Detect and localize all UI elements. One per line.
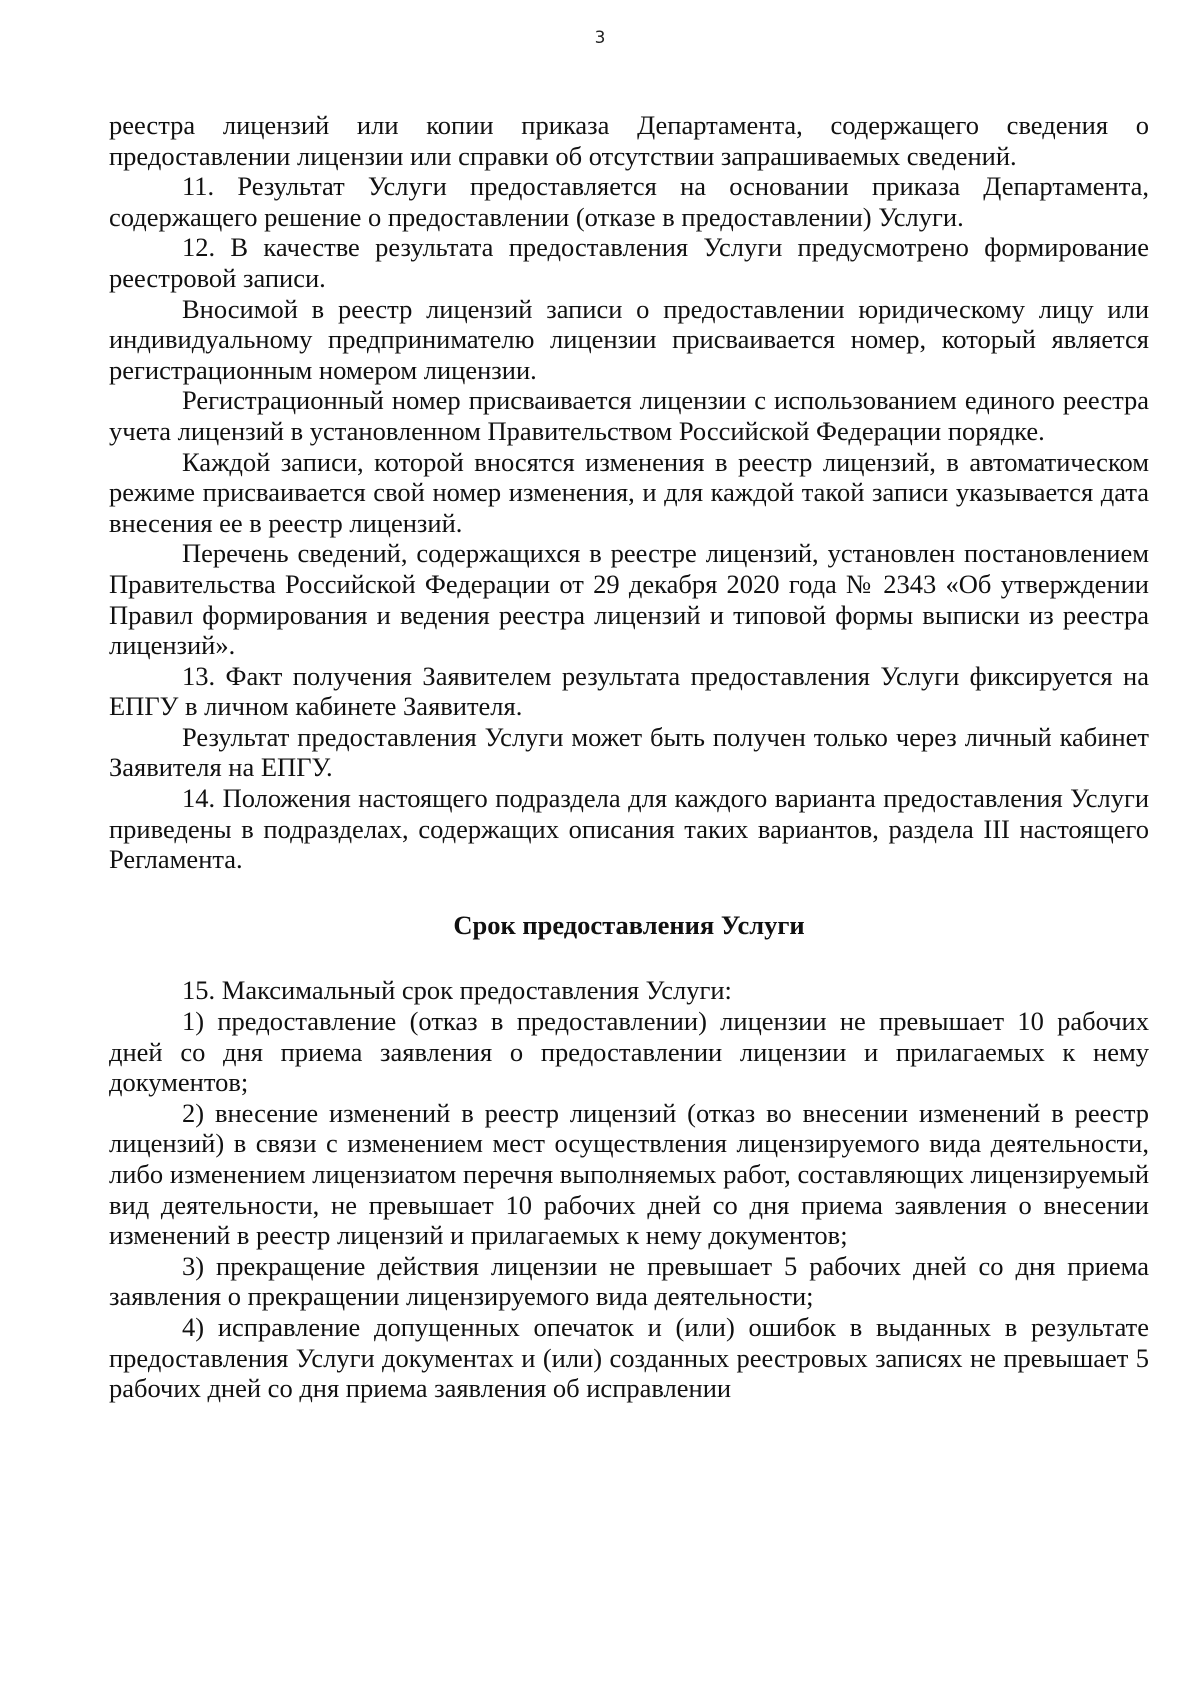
document-body <box>109 110 1149 1404</box>
paragraph-14: 14. Положения настоящего подраздела для каждого варианта предоставления Услуги приведены в подразделах, содержащих описания таких вариантов, раздела III настоящего Регламента. <box>109 783 1149 875</box>
paragraph-result-cabinet: Результат предоставления Услуги может быть получен только через личный кабинет Заявителя на ЕПГУ. <box>109 721 1149 783</box>
paragraph-15: 15. Максимальный срок предоставления Услуги: <box>182 975 732 1006</box>
paragraph-12: 12. В качестве результата предоставления Услуги предусмотрено формирование реестровой записи. <box>109 232 1149 293</box>
paragraph-record-changes: Каждой записи, которой вносятся изменения в реестр лицензий, в автоматическом режиме присваивается свой номер изменения, и для каждой такой записи указывается дата внесения ее в реестр лицензий. <box>109 446 1149 538</box>
list-item-1: 1) предоставление (отказ в предоставлении) лицензии не превышает 10 рабочих дней со дня приема заявления о предоставлении лицензии и прилагаемых к нему документов; <box>109 1006 1149 1098</box>
section-heading: Срок предоставления Услуги <box>453 909 805 940</box>
list-item-4: 4) исправление допущенных опечаток и (или) ошибок в выданных в результате предоставления Услуги документах и (или) созданных реестровых записях не превышает 5 рабочих дней со дня приема заявления об исправлении <box>109 1311 1149 1404</box>
page-number: 3 <box>594 28 606 48</box>
paragraph-continuation: реестра лицензий или копии приказа Департамента, содержащего сведения о предоставлении лицензии или справки об отсутствии запрашиваемых сведений. <box>109 110 1149 171</box>
paragraph-registry-list: Перечень сведений, содержащихся в реестре лицензий, установлен постановлением Правительства Российской Федерации от 29 декабря 2020 года № 2343 «Об утверждении Правил формирования и ведения реестра лицензий и типовой формы выписки из реестра лицензий». <box>109 538 1149 661</box>
list-item-3: 3) прекращение действия лицензии не превышает 5 рабочих дней со дня приема заявления о прекращении лицензируемого вида деятельности; <box>109 1250 1149 1312</box>
paragraph-registration-number: Регистрационный номер присваивается лицензии с использованием единого реестра учета лицензий в установленном Правительством Российской Федерации порядке. <box>109 385 1149 446</box>
list-item-2: 2) внесение изменений в реестр лицензий (отказ во внесении изменений в реестр лицензий) в связи с изменением мест осуществления лицензируемого вида деятельности, либо изменением лицензиатом перечня выполняемых работ, составляющих лицензируемый вид деятельности, не превышает 10 рабочих дней со дня приема заявления о внесении изменений в реестр лицензий и прилагаемых к нему документов; <box>109 1097 1149 1251</box>
paragraph-13: 13. Факт получения Заявителем результата предоставления Услуги фиксируется на ЕПГУ в личном кабинете Заявителя. <box>109 660 1149 722</box>
paragraph-11: 11. Результат Услуги предоставляется на основании приказа Департамента, содержащего решение о предоставлении (отказе в предоставлении) Услуги. <box>109 171 1149 232</box>
paragraph-license-number: Вносимой в реестр лицензий записи о предоставлении юридическому лицу или индивидуальному предпринимателю лицензии присваивается номер, который является регистрационным номером лицензии. <box>109 293 1149 385</box>
